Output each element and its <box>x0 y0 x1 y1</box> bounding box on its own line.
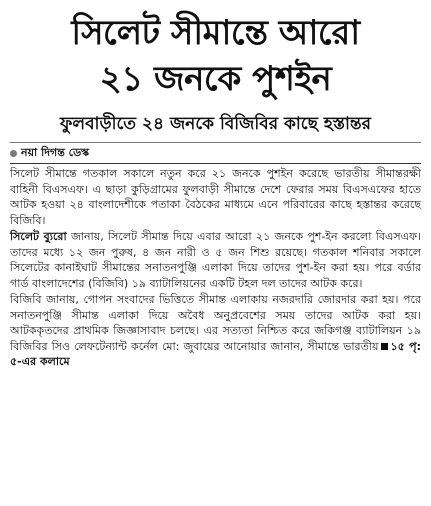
byline <box>10 145 421 161</box>
paragraph-3-text: বিজিবি জানায়, গোপন সংবাদের ভিত্তিতে সীমান্ত এলাকায় নজরদারি জোরদার করা হয়। পরে সনাতনপুঞ্জি সীমান্ত এলাকা দিয়ে অবৈধ অনুপ্রবেশের সময় তাদের আটক করা হয়। আটককৃতদের প্রাথমিক জিজ্ঞাসাবাদ চলছে। এর সত্যতা নিশ্চিত করে জকিগঞ্জ ব্যাটালিয়ন ১৯ বিজিবির সিও লেফটেন্যান্ট কর্নেল মো: জুবায়ের আনোয়ার জানান, সীমান্তে ভারতীয় <box>10 293 421 353</box>
jump-marker-icon <box>381 343 388 350</box>
paragraph-lead: সিলেট ব্যুরো <box>10 230 67 243</box>
paragraph-2-text: জানায়, সিলেট সীমান্ত দিয়ে এবার আরো ২১ জনকে পুশ-ইন করলো বিএসএফ। তাদের মধ্যে ১২ জন পুরুষ, ৪ জন নারী ও ৫ জন শিশু রয়েছে। গতকাল শনিবার সকালে সিলেটের কানাইঘাট সীমান্তের সনাতনপুঞ্জি এলাকা দিয়ে তাদের পুশ-ইন করা হয়। পরে বর্ডার গার্ড বাংলাদেশের (বিজিবি) ১৯ ব্যাটালিয়নের একটি টহল দল তাদের আটক করে। <box>10 230 421 290</box>
body-paragraph-2 <box>10 229 421 291</box>
continuation-note: ১৫ পৃ: ৫-এর কলামে <box>10 339 421 368</box>
body-paragraph-3 <box>10 292 421 370</box>
headline-line-1: সিলেট সীমান্তে আরো <box>71 13 360 53</box>
subheadline: ফুলবাড়ীতে ২৪ জনকে বিজিবির কাছে হস্তান্তর <box>59 114 371 134</box>
byline-divider <box>10 163 421 164</box>
intro-paragraph: সিলেট সীমান্তে গতকাল সকালে নতুন করে ২১ জনকে পুশইন করেছে ভারতীয় সীমান্তরক্ষী বাহিনী বিএসএফ। এ ছাড়া কুড়িগ্রামের ফুলবাড়ী সীমান্তে দেশে ফেরার সময় বিএসএফের হাতে আটক হওয়া ২৪ বাংলাদেশীকে পতাকা বৈঠকের মাধ্যমে এনে পরিবারের কাছে হস্তান্তর করেছে বিজিবি। <box>10 167 421 227</box>
headline-line-2: ২১ জনকে পুশইন <box>99 59 332 99</box>
headline <box>10 10 421 102</box>
divider <box>10 142 421 143</box>
bullet-icon <box>10 150 17 157</box>
desk-label: নয়া দিগন্ত ডেস্ক <box>21 146 90 159</box>
